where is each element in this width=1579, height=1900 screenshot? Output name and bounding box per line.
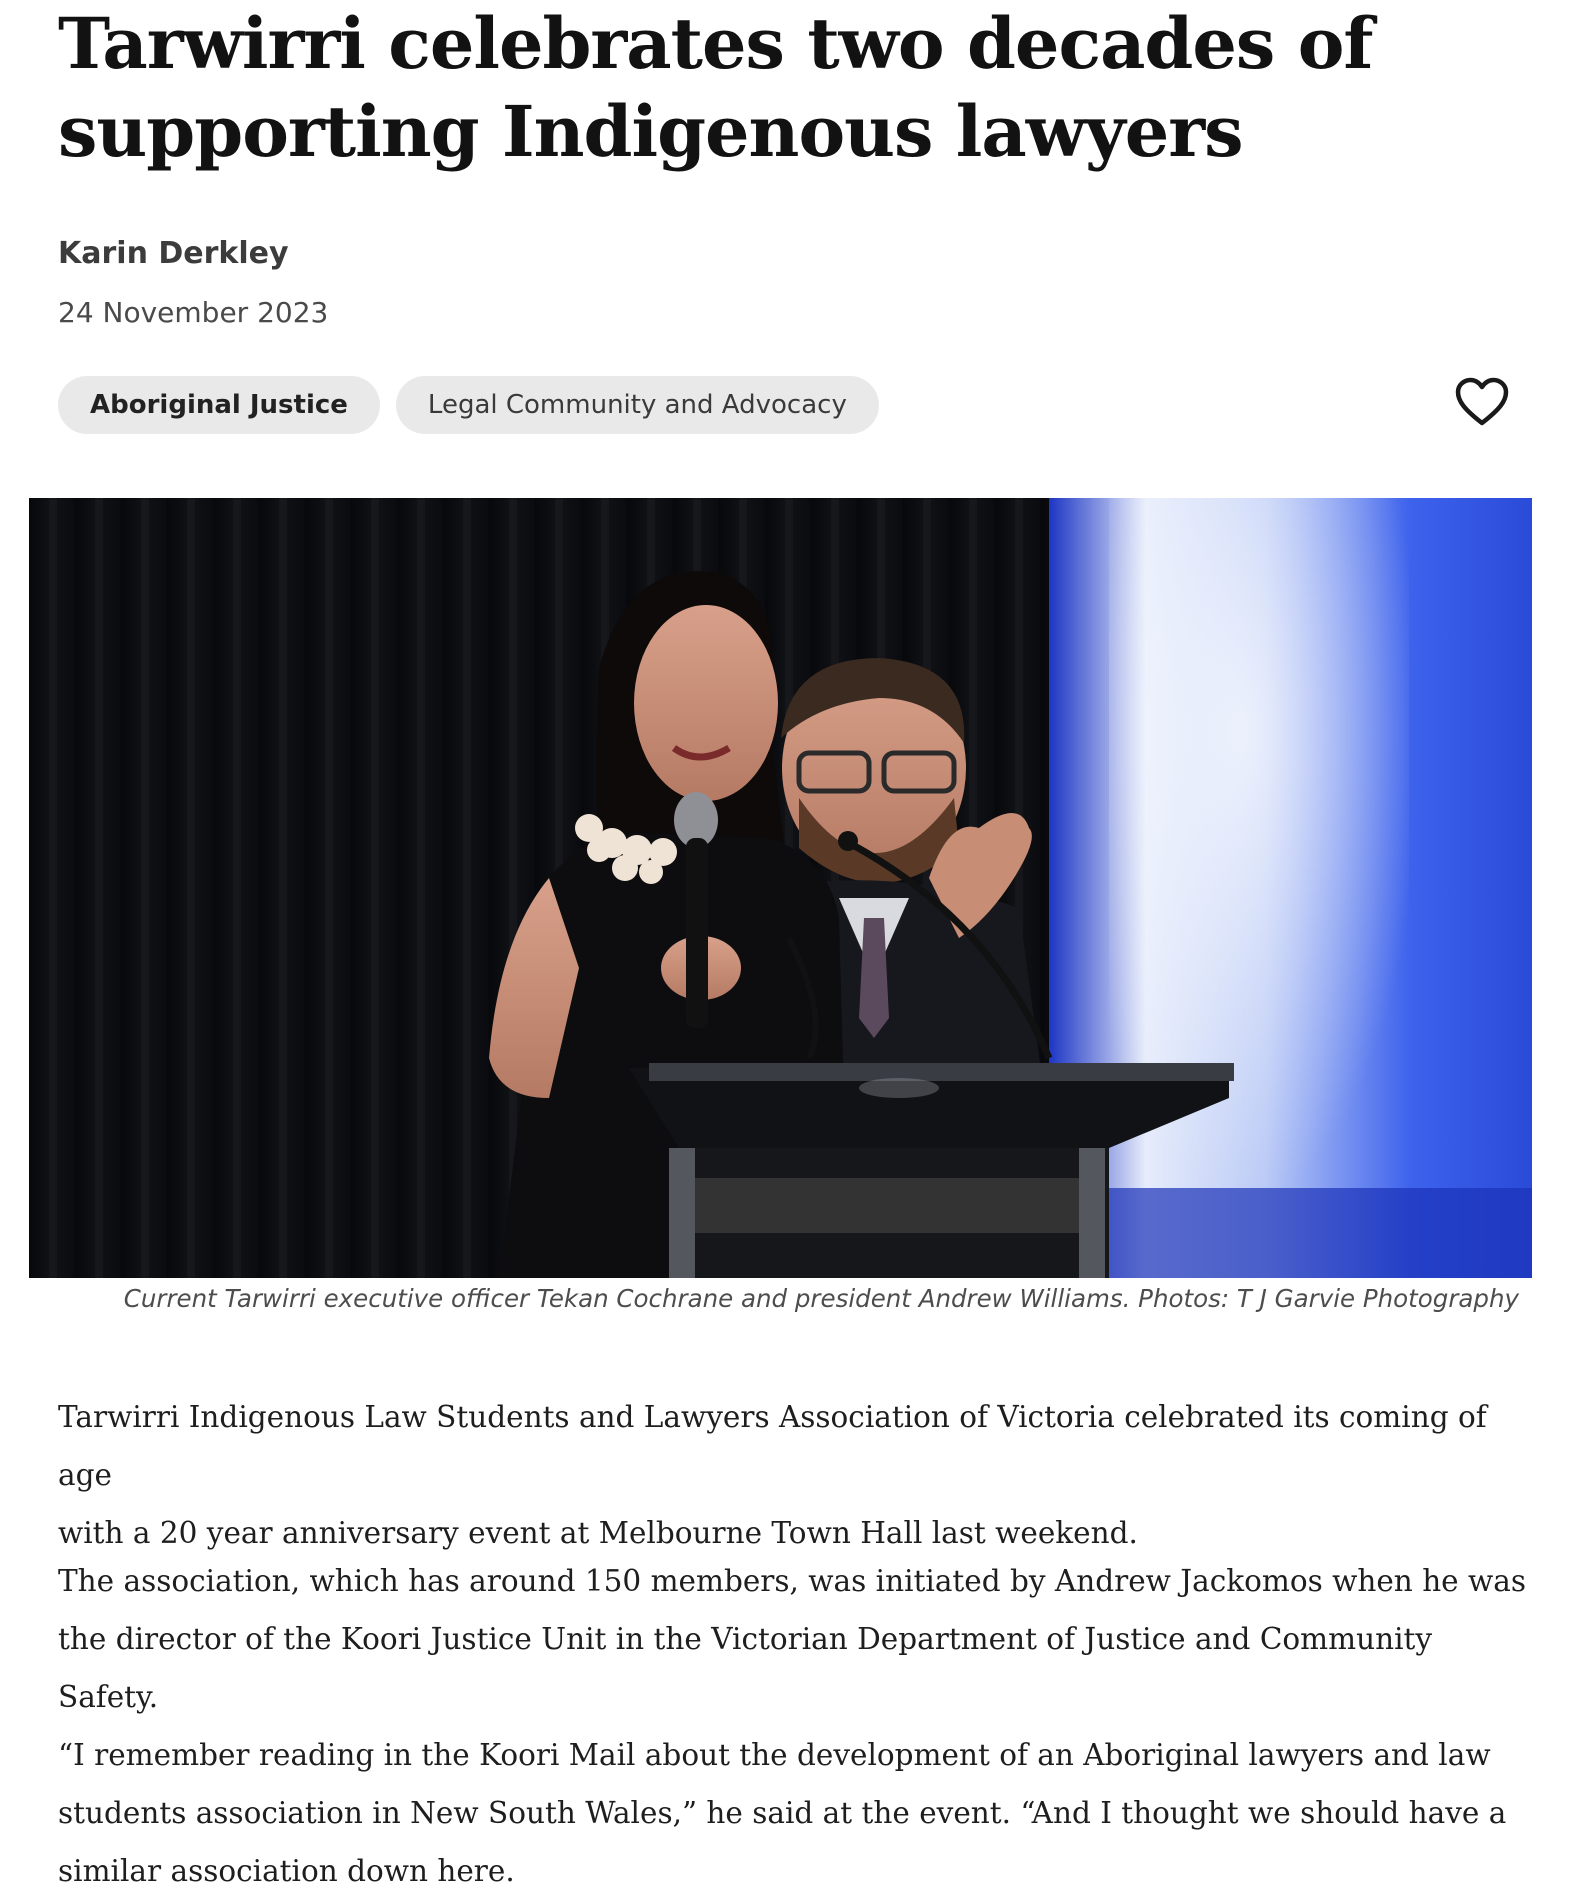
publish-date: 24 November 2023	[58, 296, 329, 329]
paragraph-1	[58, 1388, 1528, 1562]
paragraph-3-line-3: similar association down here.	[58, 1854, 515, 1888]
paragraph-2	[58, 1552, 1528, 1726]
hero-photo	[29, 498, 1532, 1278]
article-title	[58, 0, 1378, 176]
tag-aboriginal-justice[interactable]: Aboriginal Justice	[58, 376, 380, 434]
heart-outline-icon	[1454, 376, 1510, 428]
title-line-1: Tarwirri celebrates two decades of	[58, 2, 1373, 85]
title-line-2: supporting Indigenous lawyers	[58, 90, 1243, 173]
paragraph-3-line-2: students association in New South Wales,” he said at the event. “And I thought we should have a	[58, 1796, 1507, 1830]
tag-list	[58, 376, 879, 434]
favorite-button[interactable]	[1454, 376, 1510, 428]
paragraph-3	[58, 1726, 1528, 1900]
paragraph-2-line-1: The association, which has around 150 members, was initiated by Andrew Jackomos when he was	[58, 1564, 1526, 1598]
hero-image	[29, 498, 1532, 1278]
paragraph-3-line-1: “I remember reading in the Koori Mail about the development of an Aboriginal lawyers and law	[58, 1738, 1491, 1772]
author-name[interactable]: Karin Derkley	[58, 236, 289, 271]
paragraph-1-line-2: with a 20 year anniversary event at Melbourne Town Hall last weekend.	[58, 1516, 1138, 1550]
paragraph-2-line-2: the director of the Koori Justice Unit in the Victorian Department of Justice and Community Safety.	[58, 1622, 1433, 1714]
paragraph-1-line-1: Tarwirri Indigenous Law Students and Lawyers Association of Victoria celebrated its coming of age	[58, 1400, 1487, 1492]
tag-legal-community-advocacy[interactable]: Legal Community and Advocacy	[396, 376, 879, 434]
image-caption: Current Tarwirri executive officer Tekan Cochrane and president Andrew Williams. Photos: T J Garvie Photography	[123, 1284, 1519, 1313]
